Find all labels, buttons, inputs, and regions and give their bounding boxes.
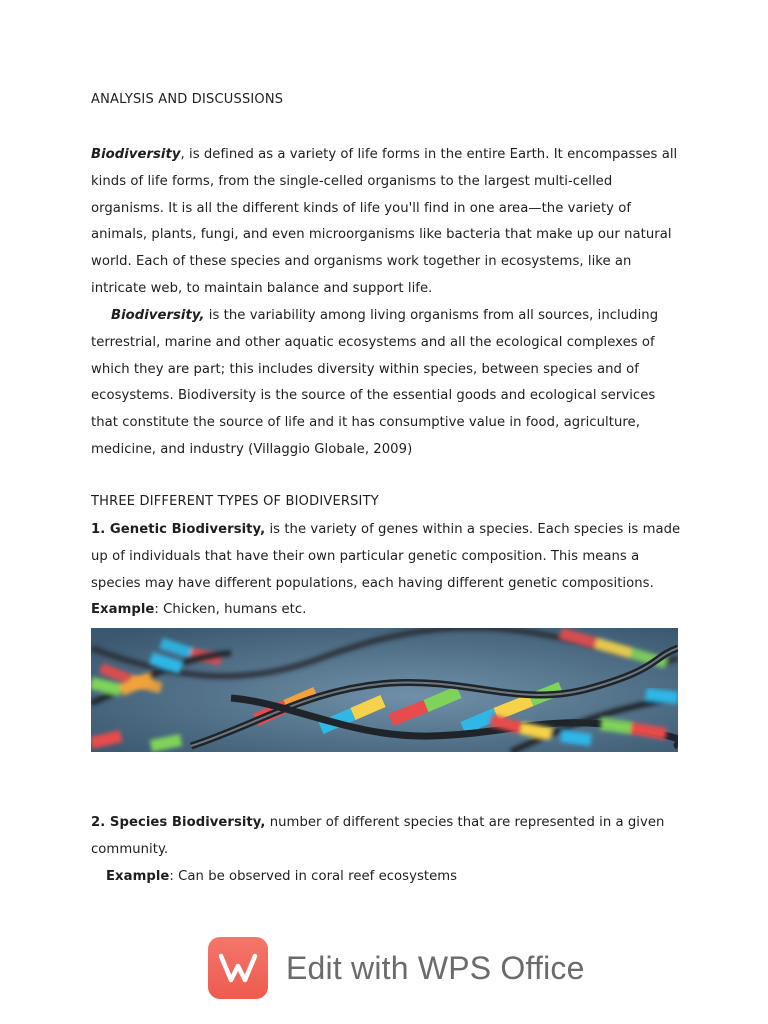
- example-label-2: Example: [106, 868, 170, 884]
- genetic-line-3: species may have different populations, each having different genetic compositions.: [91, 575, 654, 591]
- para2-line-3: which they are part; this includes diversity within species, between species and of: [91, 361, 639, 377]
- genetic-example: Example: Chicken, humans etc.: [91, 602, 307, 618]
- example-label: Example: [91, 602, 155, 618]
- para1-line-3: organisms. It is all the different kinds of life you'll find in one area—the variety of: [91, 200, 632, 216]
- term-species-biodiversity: 2. Species Biodiversity,: [91, 815, 266, 830]
- paragraph-biodiversity-variability: [91, 303, 681, 464]
- species-line-1: 2. Species Biodiversity, number of different species that are represented in a given: [91, 815, 665, 830]
- heading-three-types: THREE DIFFERENT TYPES OF BIODIVERSITY: [91, 494, 379, 509]
- term-biodiversity: Biodiversity: [91, 147, 181, 162]
- para1-line-4: animals, plants, fungi, and even microorganisms like bacteria that make up our natural: [91, 227, 672, 243]
- term-biodiversity-2: Biodiversity,: [111, 308, 205, 323]
- species-example: Example: Can be observed in coral reef ecosystems: [106, 868, 458, 884]
- genetic-line-1: 1. Genetic Biodiversity, is the variety of genes within a species. Each species is made: [91, 522, 681, 537]
- paragraph-biodiversity-definition: [91, 142, 681, 303]
- para1-line-2: kinds of life forms, from the single-celled organisms to the largest multi-celled: [91, 173, 613, 189]
- wps-watermark-text: Edit with WPS Office: [286, 949, 585, 986]
- wps-watermark[interactable]: [208, 936, 585, 1000]
- species-line-2: community.: [91, 841, 169, 857]
- para1-line-6: intricate web, to maintain balance and support life.: [91, 280, 433, 296]
- paragraph-species-biodiversity: [91, 810, 681, 890]
- para1-line-1: Biodiversity, is defined as a variety of life forms in the entire Earth. It encompasses all: [91, 147, 678, 162]
- para2-line-2: terrestrial, marine and other aquatic ecosystems and all the ecological complexes of: [91, 334, 655, 350]
- para2-line-6: medicine, and industry (Villaggio Globale, 2009): [91, 441, 413, 457]
- para2-line-5: that constitute the source of life and it has consumptive value in food, agriculture,: [91, 415, 640, 431]
- genetic-line-2: up of individuals that have their own particular genetic composition. This means a: [91, 548, 640, 564]
- paragraph-genetic-biodiversity: [91, 517, 681, 624]
- para2-line-4: ecosystems. Biodiversity is the source of the essential goods and ecological services: [91, 388, 656, 404]
- dna-helix-image: [91, 628, 678, 752]
- para2-line-1: Biodiversity, is the variability among living organisms from all sources, including: [111, 308, 659, 323]
- wps-logo-icon: [208, 937, 268, 999]
- heading-analysis: ANALYSIS AND DISCUSSIONS: [91, 92, 284, 107]
- term-genetic-biodiversity: 1. Genetic Biodiversity,: [91, 522, 266, 537]
- para1-line-5: world. Each of these species and organisms work together in ecosystems, like an: [91, 254, 632, 270]
